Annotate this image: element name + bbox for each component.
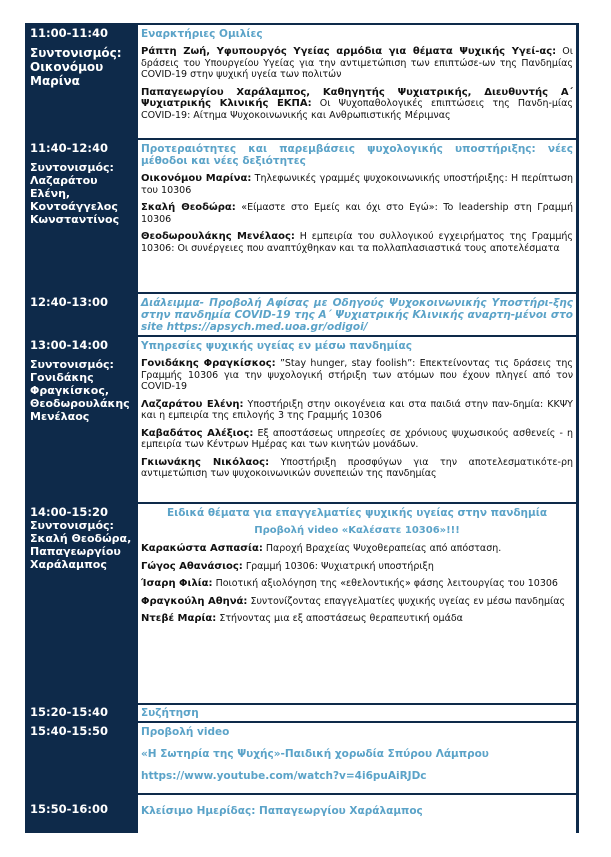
speaker-name: Ντεβέ Μαρία: <box>141 613 217 624</box>
talk-title: Οι Ψυχοπαθολογικές επιπτώσεις της Πανδη-μίας COVID-19: Αίτημα Ψυχοκοινωνικής και Ανθρωπιστικής Μέριμνας <box>141 98 573 121</box>
speaker-name: Λαζαράτου Ελένη: <box>141 398 244 410</box>
time-cell <box>25 703 136 721</box>
talk-title: Υποστήριξη στην οικογένεια και στα παιδιά στην παν-δημία: ΚΚΨΥ και η εμπειρία της επιλογής 3 της Γραμμής 10306 <box>141 398 573 421</box>
section-title: Συζήτηση <box>141 707 199 719</box>
talk-title: Εξ αποστάσεως υπηρεσίες σε χρόνιους ψυχωσικούς ασθενείς - η εμπειρία των Κέντρων Ημέρας και των κινητών μονάδων. <box>141 427 573 450</box>
section-title: Ειδικά θέματα για επαγγελματίες ψυχικής υγείας στην πανδημία <box>166 507 548 519</box>
time-cell <box>25 335 136 502</box>
speaker-name: Ίσαρη Φιλία: <box>141 578 213 589</box>
talk-title: ”Stay hunger, stay foolish”: Επεκτείνοντας τις δράσεις της Γραμμής 10306 για την ψυχολογική στήριξη των ατόμων που έχουν πληγεί από τον COVID-19 <box>141 358 574 392</box>
talk-title: Συντονίζοντας επαγγελματίες ψυχικής υγείας εν μέσω πανδημίας <box>250 595 566 607</box>
video-title: «Η Σωτηρία της Ψυχής»-Παιδική χορωδία Σπύρου Λάμπρου <box>141 748 489 760</box>
time-cell <box>25 721 136 793</box>
content-cell <box>138 504 576 703</box>
time-cell <box>25 138 136 292</box>
time-slot: 13:00-14:00 <box>30 338 108 352</box>
time-slot: 11:40-12:40 <box>30 141 108 155</box>
time-cell <box>25 793 136 833</box>
time-slot: 15:20-15:40 <box>30 705 108 719</box>
program-row <box>25 793 579 833</box>
talk-item <box>141 596 573 608</box>
talk-title: Γραμμή 10306: Ψυχιατρική υποστήριξη <box>245 560 434 572</box>
talk-item <box>141 457 573 480</box>
time-slot: 14:00-15:20 <box>30 505 108 519</box>
content-cell <box>138 723 576 793</box>
video-subtitle: Προβολή video «Καλέσατε 10306»!!! <box>254 525 460 536</box>
program-row <box>25 703 579 721</box>
speaker-name: Φραγκούλη Αθηνά: <box>141 595 248 607</box>
content-cell <box>138 705 576 721</box>
content-cell <box>138 795 576 833</box>
talk-title: Παροχή Βραχείας Ψυχοθεραπείας από απόσταση. <box>265 543 502 554</box>
talk-title: Ποιοτική αξιολόγηση της «εθελοντικής» φάσης λειτουργίας του 10306 <box>215 578 558 589</box>
talk-item <box>141 173 573 196</box>
chair-label: Συντονισμός: Σκαλή Θεοδώρα, Παπαγεωργίου Χαράλαμπος <box>30 519 132 571</box>
program-row <box>25 335 579 502</box>
chair-label: Συντονισμός: Λαζαράτου Ελένη, Κοντοάγγελος Κωνσταντίνος <box>30 161 120 226</box>
speaker-name: Καβαδάτος Αλέξιος: <box>141 427 254 439</box>
content-cell <box>138 25 576 138</box>
talk-title: Η εμπειρία του συλλογικού εγχειρήματος της Γραμμής 10306: Οι συνέργειες που αναπτύχθηκαν και τα πολλαπλασιαστικά τους αποτελέσματα <box>141 231 573 254</box>
program-row <box>25 138 579 292</box>
chair-label: Συντονισμός: Γονιδάκης Φραγκίσκος, Θεοδωρουλάκης Μενέλαος <box>30 358 130 423</box>
talk-item <box>141 543 573 555</box>
content-cell <box>138 337 576 502</box>
talk-item <box>141 613 573 625</box>
talk-item <box>141 202 573 225</box>
video-link[interactable]: https://www.youtube.com/watch?v=4i6puAiRJDc <box>141 770 427 782</box>
talk-item <box>141 87 573 122</box>
section-title: Κλείσιμο Ημερίδας: Παπαγεωργίου Χαράλαμπος <box>141 805 423 817</box>
speaker-name: Παπαγεωργίου Χαράλαμπος, Καθηγητής Ψυχιατρικής, Διευθυντής Α΄ Ψυχιατρικής Κλινικής ΕΚΠΑ: <box>141 86 573 109</box>
time-slot: 15:50-16:00 <box>30 802 108 816</box>
time-slot: 11:00-11:40 <box>30 26 108 40</box>
speaker-name: Γώγος Αθανάσιος: <box>141 560 243 572</box>
section-title: Διάλειμμα- Προβολή Αφίσας με Οδηγούς Ψυχοκοινωνικής Υποστήρι-ξης στην πανδημία COVID-19 της Α΄ Ψυχιατρικής Κλινικής αναρτη-μένοι στο site https://apsych.med.uoa.gr/odigoi/ <box>141 297 573 333</box>
speaker-name: Καρακώστα Ασπασία: <box>141 543 263 554</box>
talk-item <box>141 578 573 590</box>
chair-label: Συντονισμός: Οικονόμου Μαρίνα <box>30 46 122 88</box>
program-row <box>25 721 579 793</box>
program-table <box>25 23 579 833</box>
content-cell <box>138 140 576 292</box>
talk-title: Στήνοντας μια εξ αποστάσεως θεραπευτική ομάδα <box>219 613 463 624</box>
program-row <box>25 502 579 703</box>
talk-title: «Είμαστε στο Εμείς και όχι στο Εγώ»: To leadership στη Γραμμή 10306 <box>141 202 573 225</box>
time-slot: 12:40-13:00 <box>30 295 108 309</box>
speaker-name: Θεοδωρουλάκης Μενέλαος: <box>141 231 295 242</box>
program-row <box>25 23 579 138</box>
section-title: Προτεραιότητες και παρεμβάσεις ψυχολογικής υποστήριξης: νέες μέθοδοι και νέες δεξιότητες <box>141 143 573 167</box>
talk-title: Τηλεφωνικές γραμμές ψυχοκοινωνικής υποστήριξης: Η περίπτωση του 10306 <box>141 173 573 196</box>
program-row <box>25 292 579 335</box>
time-cell <box>25 502 136 703</box>
time-slot: 15:40-15:50 <box>30 724 108 738</box>
time-cell <box>25 292 136 335</box>
talk-item <box>141 428 573 451</box>
section-title: Εναρκτήριες Ομιλίες <box>141 28 263 40</box>
speaker-name: Γκιωνάκης Νικόλαος: <box>141 456 270 468</box>
content-cell <box>138 294 576 335</box>
talk-item <box>141 231 573 254</box>
speaker-name: Ράπτη Ζωή, Υφυπουργός Υγείας αρμόδια για θέματα Ψυχικής Υγεί-ας: <box>141 46 557 57</box>
speaker-name: Οικονόμου Μαρίνα: <box>141 173 252 184</box>
talk-item <box>141 358 573 393</box>
time-cell <box>25 23 136 138</box>
speaker-name: Σκαλή Θεοδώρα: <box>141 202 236 213</box>
section-title: Υπηρεσίες ψυχικής υγείας εν μέσω πανδημίας <box>141 340 412 352</box>
speaker-name: Γονιδάκης Φραγκίσκος: <box>141 358 276 369</box>
talk-item <box>141 46 573 81</box>
section-title: Προβολή video <box>141 726 230 738</box>
talk-title: Οι δράσεις του Υπουργείου Υγείας για την αντιμετώπιση των επιπτώσε-ων της Πανδημίας COVID-19 στην ψυχική υγεία των πολιτών <box>141 46 573 80</box>
talk-title: Υποστήριξη προσφύγων για την αποτελεσματικότε-ρη αντιμετώπιση των ψυχοκοινωνικών συνεπειών της πανδημίας <box>141 456 573 479</box>
talk-item <box>141 399 573 422</box>
talk-item <box>141 561 573 573</box>
